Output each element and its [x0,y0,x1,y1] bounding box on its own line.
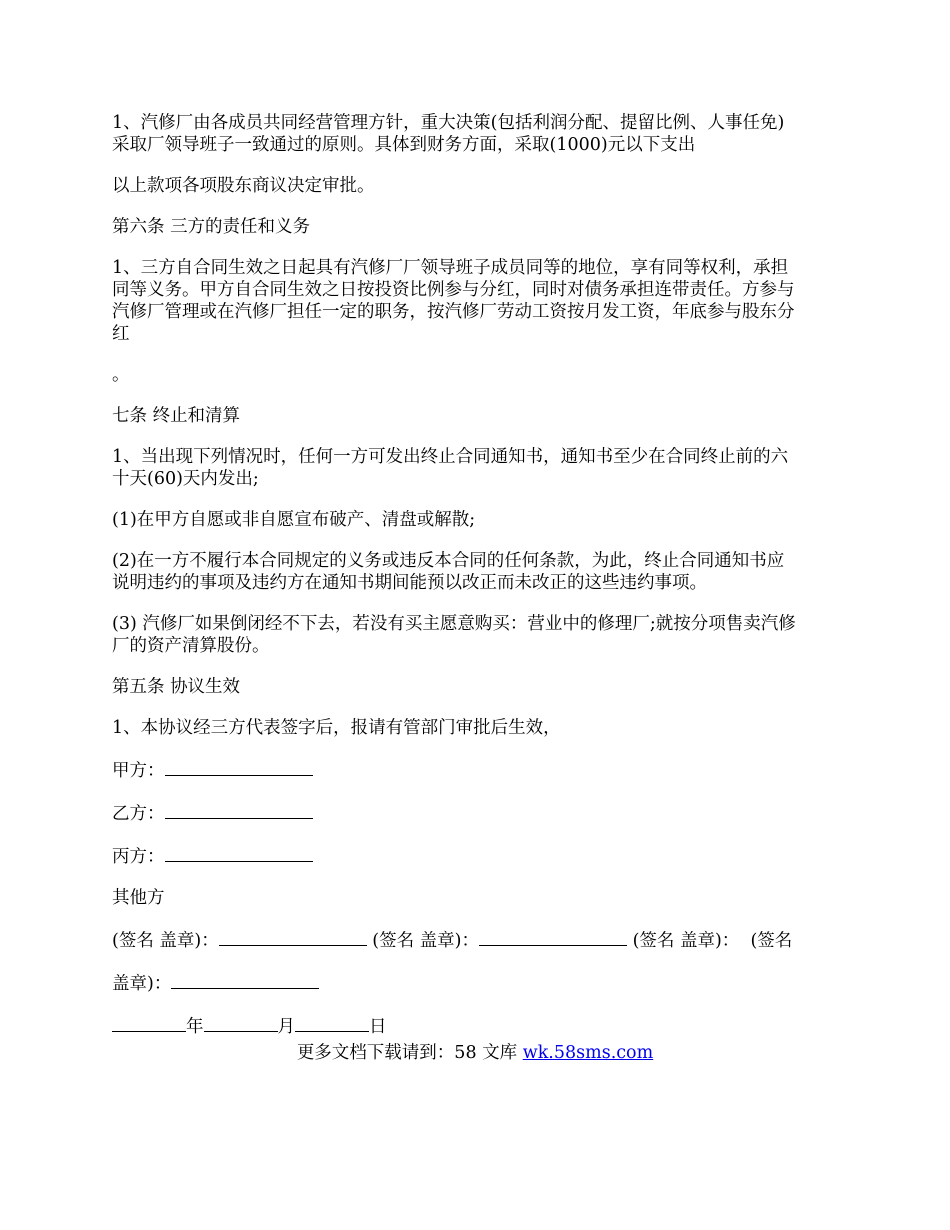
text-line [112,928,840,952]
heading-article-6: 第六条 三方的责任和义务 [112,217,311,237]
text-line: 1、当出现下列情况时，任何一方可发出终止合同通知书，通知书至少在合同终止前的六 [112,447,789,467]
paragraph-decision [112,112,840,156]
paragraph-rights [112,257,840,345]
signature-line [165,758,313,776]
signature-line [219,928,367,946]
day-blank [295,1014,369,1032]
signature-party-a [112,758,840,782]
signature-others-cont [112,971,840,995]
text-line: (2)在一方不履行本合同规定的义务或违反本合同的任何条款，为此，终止合同通知书应 [112,551,785,571]
text-line: 汽修厂管理或在汽修厂担任一定的职务，按汽修厂劳动工资按月发工资，年底参与股东分 [112,302,795,322]
heading-article-7: 七条 终止和清算 [112,406,241,426]
month-blank [204,1014,278,1032]
paragraph-clause-3 [112,613,840,657]
party-c-label: 丙方： [112,847,165,867]
party-a-label: 甲方： [112,761,165,781]
signature-party-c [112,844,840,868]
sign-label: (签名 盖章)： [632,931,740,951]
sign-label: (签名 盖章)： [372,931,480,951]
text-line: (3) 汽修厂如果倒闭经不下去，若没有买主愿意购买：营业中的修理厂;就按分项售卖汽修 [112,614,796,634]
year-blank [112,1014,186,1032]
signature-party-b [112,801,840,825]
year-label: 年 [186,1017,204,1037]
party-b-label: 乙方： [112,804,165,824]
signature-others [112,928,840,952]
paragraph-clause-2 [112,550,840,594]
paragraph-clause-1: (1)在甲方自愿或非自愿宣布破产、清盘或解散; [112,510,476,530]
sign-label-cont: 盖章)： [112,974,172,994]
text-line: 采取厂领导班子一致通过的原则。具体到财务方面，采取(1000)元以下支出 [112,135,696,155]
footer-text: 更多文档下载请到：58 文库 [296,1043,523,1063]
heading-article-5: 第五条 协议生效 [112,677,241,697]
others-label: 其他方 [112,888,165,908]
paragraph-termination [112,446,840,490]
text-line: 红 [112,324,130,344]
sign-label: (签名 盖章)： [112,931,219,951]
day-label: 日 [369,1017,387,1037]
footer-link[interactable]: wk.58sms.com [522,1043,654,1063]
month-label: 月 [277,1017,295,1037]
text-line: 1、汽修厂由各成员共同经营管理方针，重大决策(包括利润分配、提留比例、人事任免) [112,113,785,133]
text-line: 十天(60)天内发出; [112,469,259,489]
text-line: 说明违约的事项及违约方在通知书期间能预以改正而未改正的这些违约事项。 [112,573,707,593]
sign-label-trailing: (签名 [750,931,793,951]
document-body [112,112,840,1057]
paragraph-approval: 以上款项各项股东商议决定审批。 [112,176,375,196]
signature-line [479,928,627,946]
paragraph-period: 。 [112,365,130,385]
date-line [112,1014,840,1038]
text-line: 同等义务。甲方自合同生效之日按投资比例参与分红，同时对债务承担连带责任。方参与 [112,280,795,300]
signature-line [165,801,313,819]
text-line: 1、三方自合同生效之日起具有汽修厂厂领导班子成员同等的地位，享有同等权利，承担 [112,258,789,278]
paragraph-effect: 1、本协议经三方代表签字后，报请有管部门审批后生效， [112,718,561,738]
signature-line [165,844,313,862]
footer [0,1042,950,1064]
text-line: 厂的资产清算股份。 [112,636,270,656]
signature-line [171,971,319,989]
